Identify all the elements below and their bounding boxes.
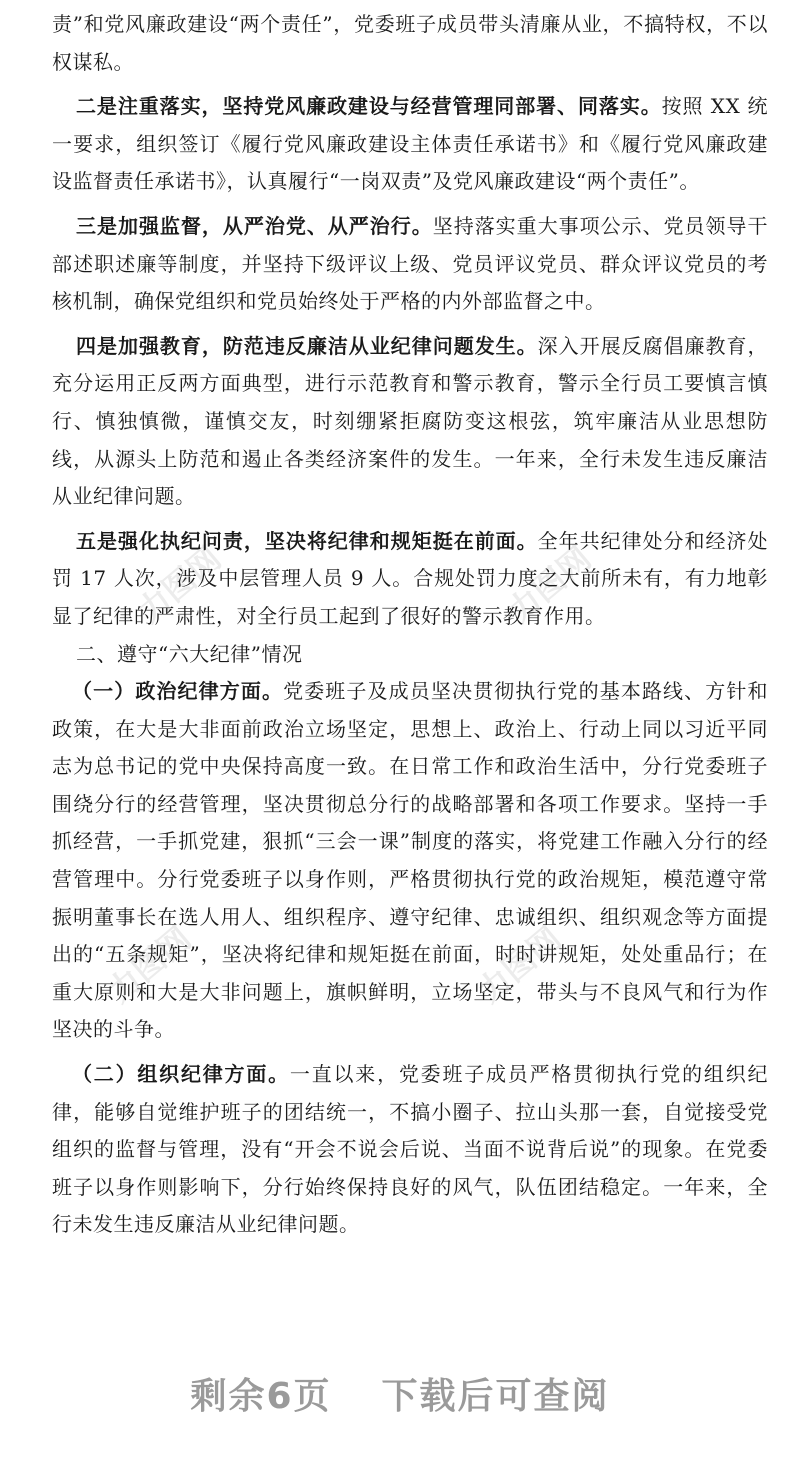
watermark: 力图网 xyxy=(100,919,199,1010)
paragraph-lead: （一）政治纪律方面。 xyxy=(72,679,284,704)
section-heading: 二、遵守“六大纪律”情况 xyxy=(76,641,303,666)
paragraph-lead: 二是注重落实，坚持党风廉政建设与经营管理同部署、同落实。 xyxy=(76,94,662,119)
paragraph-body: 按照 XX 统一要求，组织签订《履行党风廉政建设主体责任承诺书》和《履行党风廉政建设监督责任承诺书》，认真履行“一岗双责”及党风廉政建设“两个责任”。 xyxy=(52,94,768,194)
remaining-pages-label: 剩余6页 xyxy=(190,1376,332,1417)
paragraph-body: 坚持落实重大事项公示、党员领导干部述职述廉等制度，并坚持下级评议上级、党员评议党员、群众评议党员的考核机制，确保党组织和党员始终处于严格的内外部监督之中。 xyxy=(52,213,768,314)
watermark: 力图网 xyxy=(500,539,599,630)
paragraph-lead: 三是加强监督，从严治党、从严治行。 xyxy=(76,213,433,238)
paragraph-lead: （二）组织纪律方面。 xyxy=(72,1062,290,1087)
download-to-view-label: 下载后可查阅 xyxy=(381,1376,610,1417)
paragraph-lead: 五是强化执纪问责，坚决将纪律和规矩挺在前面。 xyxy=(76,528,538,553)
paragraph-political-discipline xyxy=(52,673,768,1049)
watermark: 力图网 xyxy=(130,539,229,630)
paragraph-point-five xyxy=(52,523,768,636)
paragraph-point-three xyxy=(52,208,768,321)
paragraph-point-four xyxy=(52,328,768,516)
paragraph-body: 一直以来，党委班子成员严格贯彻执行党的组织纪律，能够自觉维护班子的团结统一，不搞小圈子、拉山头那一套，自觉接受党组织的监督与管理，没有“开会不说会后说、当面不说背后说”的现象。在党委班子以身作则影响下，分行始终保持良好的风气，队伍团结稳定。一年来，全行未发生违反廉洁从业纪律问题。 xyxy=(52,1062,769,1237)
paragraph-point-two xyxy=(52,88,768,201)
paragraph-body: 全年共纪律处分和经济处罚 17 人次，涉及中层管理人员 9 人。合规处罚力度之大前所未有，有力地彰显了纪律的严肃性，对全行员工起到了很好的警示教育作用。 xyxy=(52,528,768,628)
paragraph-body: 深入开展反腐倡廉教育，充分运用正反两方面典型，进行示范教育和警示教育，警示全行员工要慎言慎行、慎独慎微，谨慎交友，时刻绷紧拒腐防变这根弦，筑牢廉洁从业思想防线，从源头上防范和遏止各类经济案件的发生。一年来，全行未发生违反廉洁从业纪律问题。 xyxy=(52,333,768,509)
download-prompt-banner[interactable] xyxy=(0,1368,800,1419)
paragraph-body: 党委班子及成员坚决贯彻执行党的基本路线、方针和政策，在大是大非面前政治立场坚定，思想上、政治上、行动上同以习近平同志为总书记的党中央保持高度一致。在日常工作和政治生活中，分行党委班子围绕分行的经营管理，坚决贯彻总分行的战略部署和各项工作要求。坚持一手抓经营，一手抓党建，狠抓“三会一课”制度的落实，将党建工作融入分行的经营管理中。分行党委班子以身作则，严格贯彻执行党的政治规矩，模范遵守常振明董事长在选人用人、组织程序、遵守纪律、忠诚组织、组织观念等方面提出的“五条规矩”，坚决将纪律和规矩挺在前面，时时讲规矩，处处重品行；在重大原则和大是大非问题上，旗帜鲜明，立场坚定，带头与不良风气和行为作坚决的斗争。 xyxy=(52,679,768,1042)
document-body xyxy=(52,0,768,1244)
watermark: 力图网 xyxy=(470,919,569,1010)
paragraph-organizational-discipline xyxy=(52,1056,768,1244)
paragraph-lead: 四是加强教育，防范违反廉洁从业纪律问题发生。 xyxy=(76,333,538,358)
paragraph-continuation: 责”和党风廉政建设“两个责任”，党委班子成员带头清廉从业，不搞特权，不以权谋私。 xyxy=(52,12,768,74)
